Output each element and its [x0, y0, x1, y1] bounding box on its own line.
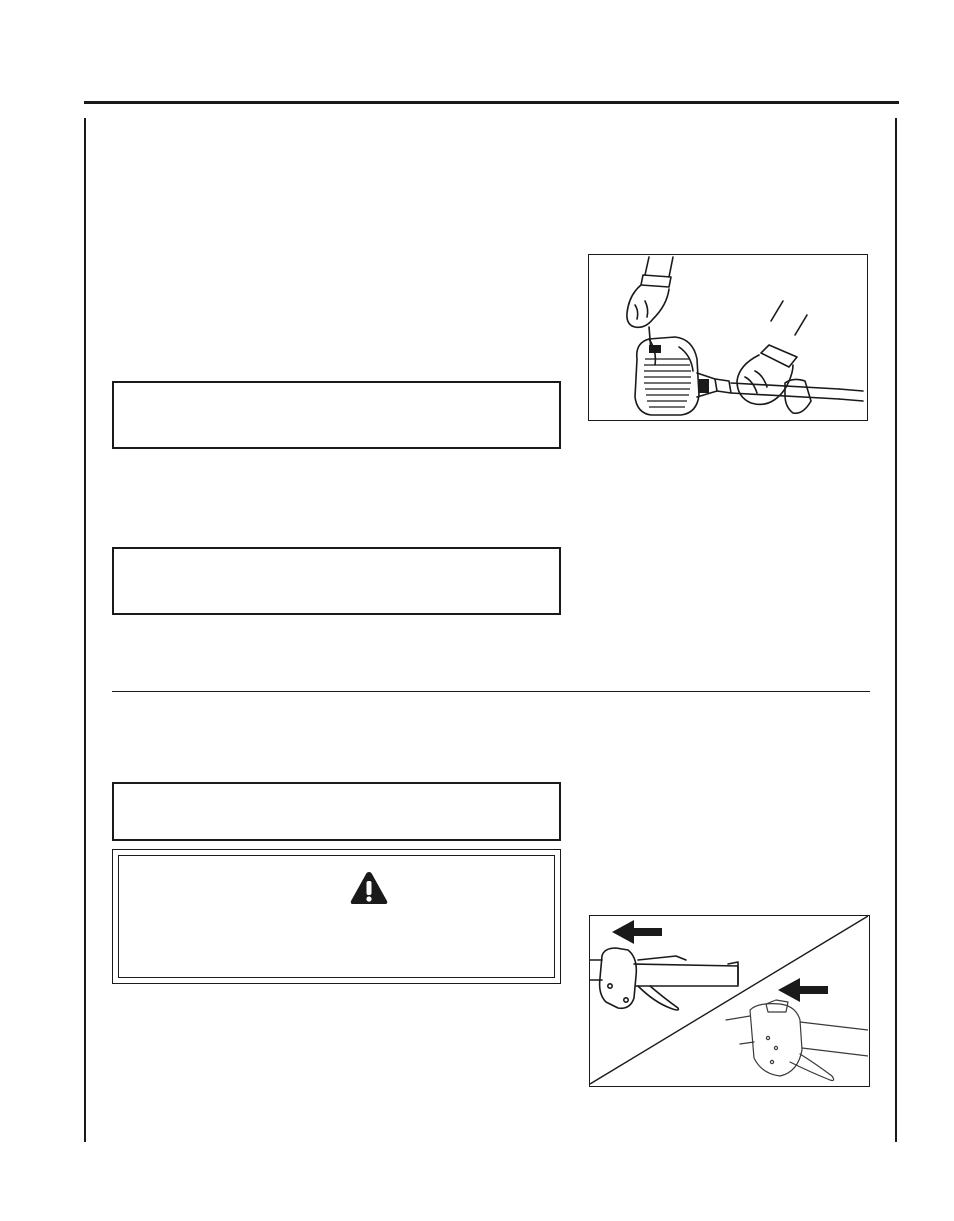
arrow-left-icon-2 [778, 978, 828, 1002]
arrow-left-icon-1 [612, 920, 662, 944]
section-divider [112, 691, 870, 692]
trimmer-held-by-hands-illustration [588, 254, 868, 421]
warning-box [112, 849, 561, 984]
warning-triangle-icon [349, 870, 389, 906]
note-box-2 [112, 547, 561, 615]
left-page-border [84, 118, 86, 1142]
right-page-border [895, 118, 897, 1142]
note-box-1 [112, 381, 561, 449]
throttle-figure-drawing [590, 916, 868, 1085]
warning-box-inner [118, 855, 555, 978]
throttle-handle-arrows-illustration [589, 915, 870, 1087]
note-box-3 [112, 782, 561, 841]
trimmer-figure-drawing [589, 255, 866, 419]
top-rule [84, 101, 899, 104]
